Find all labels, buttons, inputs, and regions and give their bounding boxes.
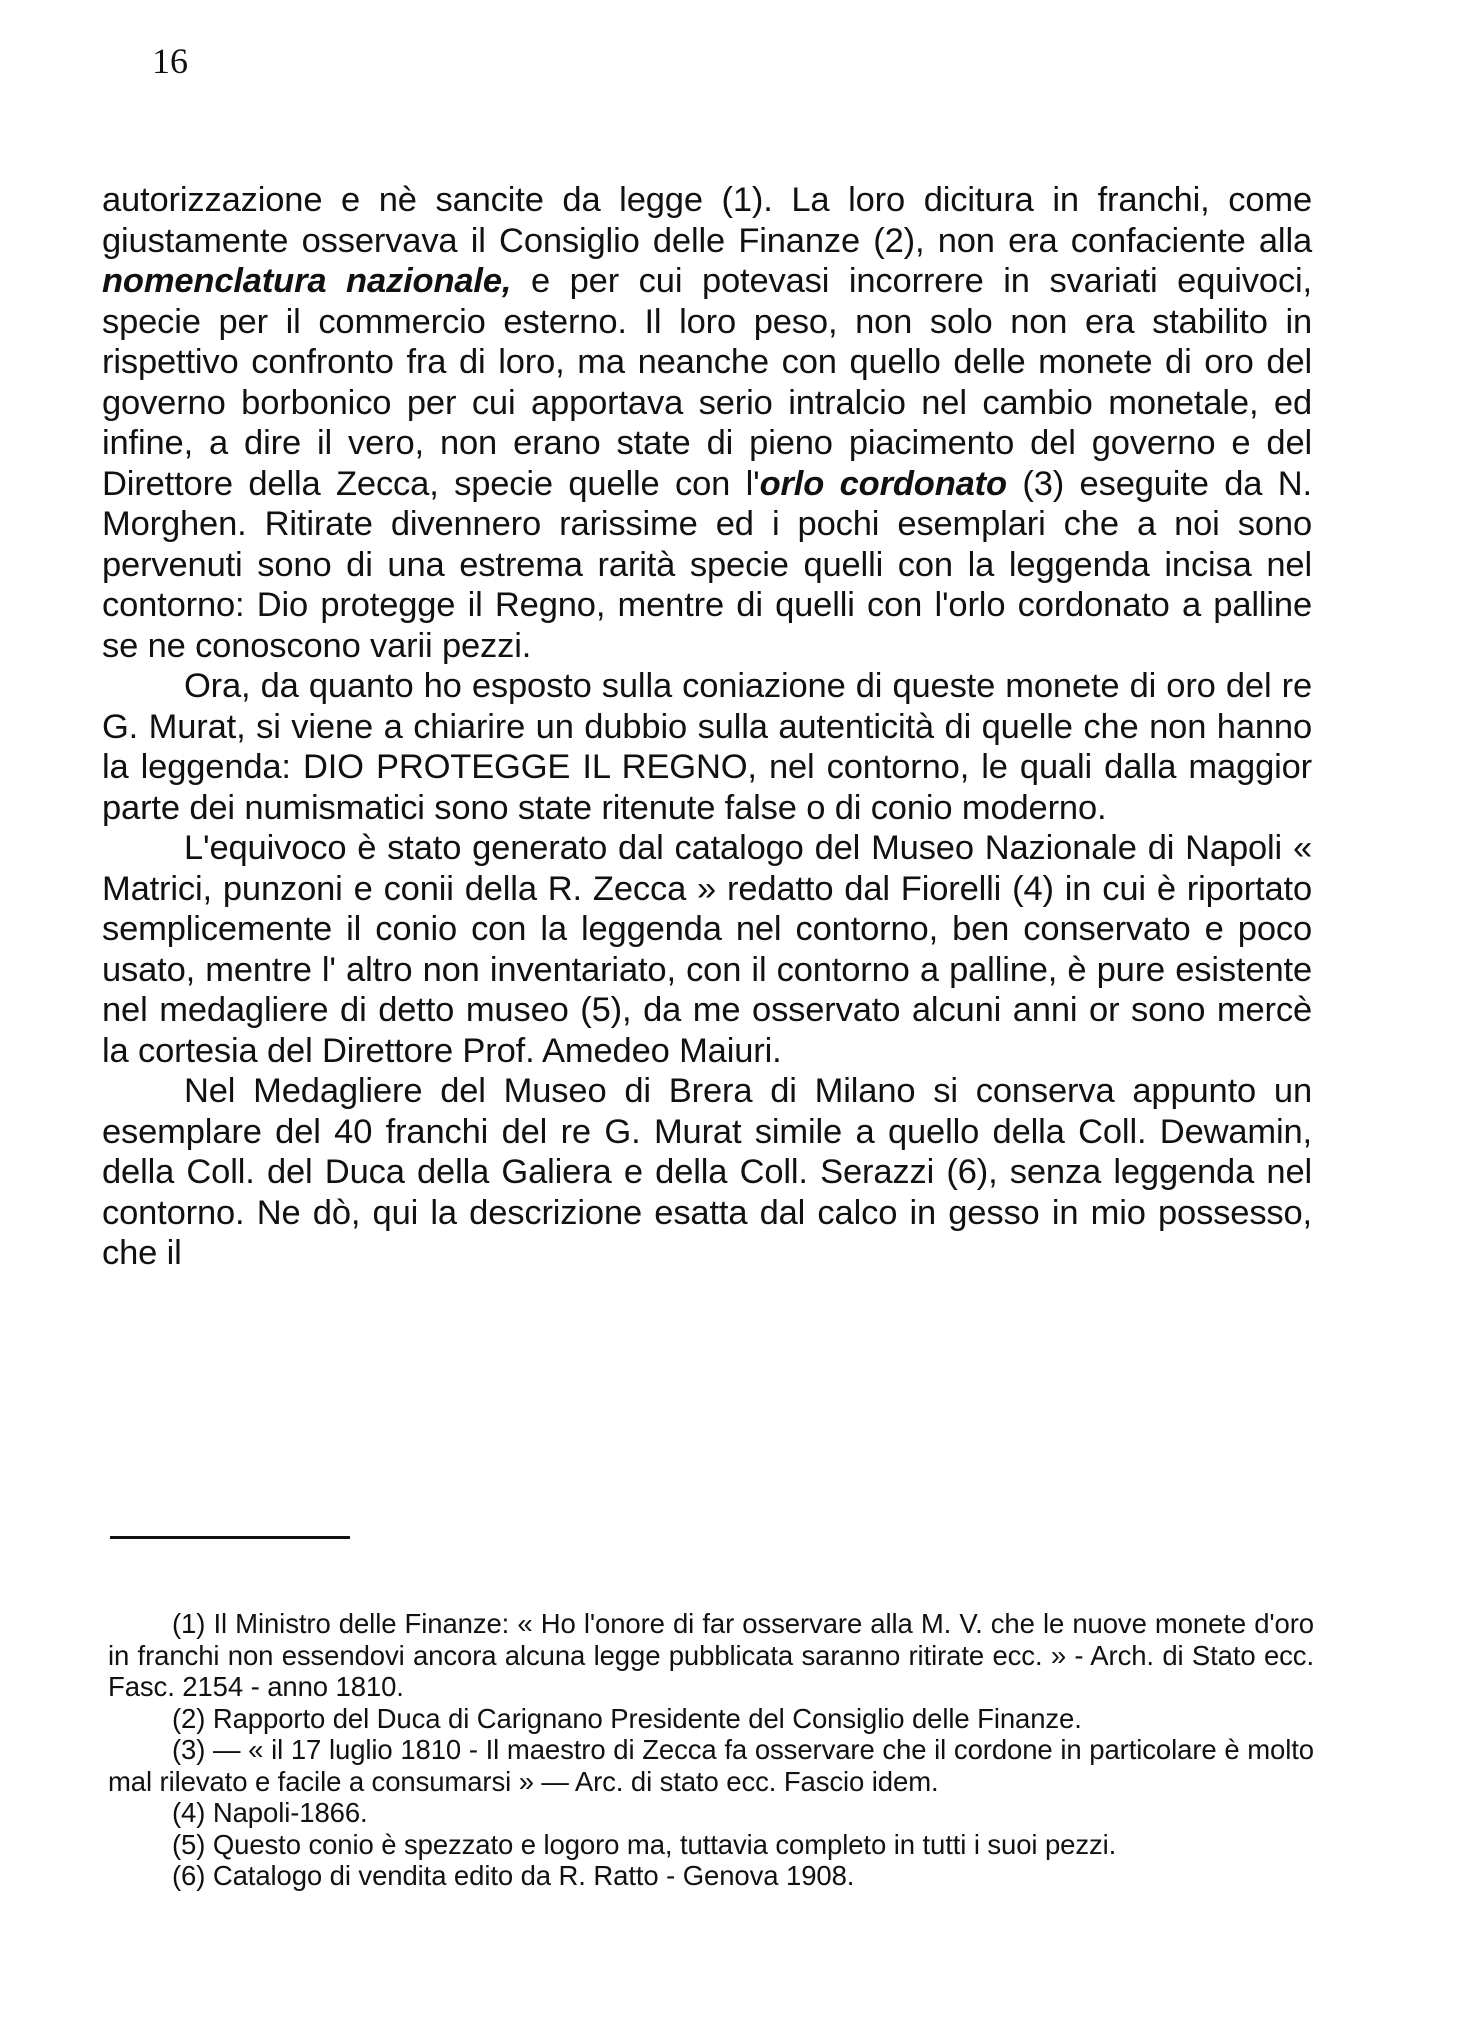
paragraph-1 bbox=[102, 180, 1312, 666]
paragraph-1-part-c: (3) eseguite da N. Morghen. Ritirate divennero rarissime ed i pochi esemplari che a noi sono pervenuti sono di una estrema rarità specie quelli con la leggenda incisa nel contorno: Dio protegge il Regno, mentre di quelli con l'orlo cordonato a palline se ne conoscono varii pezzi. bbox=[102, 464, 1312, 665]
page-number: 16 bbox=[152, 41, 188, 81]
paragraph-4: Nel Medagliere del Museo di Brera di Milano si conserva appunto un esemplare del 40 franchi del re G. Murat simile a quello della Coll. Dewamin, della Coll. del Duca della Galiera e della Coll. Serazzi (6), senza leggenda nel contorno. Ne dò, qui la descrizione esatta dal calco in gesso in mio possesso, che il bbox=[102, 1072, 1312, 1272]
footnote-separator bbox=[110, 1536, 350, 1539]
footnote-1: (1) Il Ministro delle Finanze: « Ho l'onore di far osservare alla M. V. che le nuove monete d'oro in franchi non essendovi ancora alcuna legge pubblicata saranno ritirate ecc. » - Arch. di Stato ecc. Fasc. 2154 - anno 1810. bbox=[108, 1608, 1314, 1702]
footnote-5: (5) Questo conio è spezzato e logoro ma, tuttavia completo in tutti i suoi pezzi. bbox=[172, 1828, 1117, 1860]
main-text bbox=[102, 180, 1312, 1274]
italic-nomenclatura-nazionale: nomenclatura nazionale, bbox=[102, 262, 512, 300]
italic-orlo-cordonato: orlo cordonato bbox=[759, 464, 1007, 503]
paragraph-2: Ora, da quanto ho esposto sulla coniazione di queste monete di oro del re G. Murat, si viene a chiarire un dubbio sulla autenticità di quelle che non hanno la leggenda: DIO PROTEGGE IL REGNO, nel contorno, le quali dalla maggior parte dei numismatici sono state ritenute false o di conio moderno. bbox=[102, 667, 1312, 827]
footnote-3: (3) — « il 17 luglio 1810 - Il maestro di Zecca fa osservare che il cordone in particolare è molto mal rilevato e facile a consumarsi » — Arc. di stato ecc. Fascio idem. bbox=[108, 1734, 1314, 1797]
footnotes bbox=[108, 1608, 1314, 1892]
footnote-6: (6) Catalogo di vendita edito da R. Ratto - Genova 1908. bbox=[172, 1860, 855, 1891]
paragraph-1-part-a: autorizzazione e nè sancite da legge (1). La loro dicitura in franchi, come giustamente osservava il Consiglio delle Finanze (2), non era confaciente alla bbox=[102, 181, 1312, 260]
footnote-4: (4) Napoli-1866. bbox=[172, 1797, 368, 1828]
paragraph-3: L'equivoco è stato generato dal catalogo del Museo Nazionale di Napoli « Matrici, punzoni e conii della R. Zecca » redatto dal Fiorelli (4) in cui è riportato semplicemente il conio con la leggenda nel contorno, ben conservato e poco usato, mentre l' altro non inventariato, con il contorno a palline, è pure esistente nel medagliere di detto museo (5), da me osservato alcuni anni or sono mercè la cortesia del Direttore Prof. Amedeo Maiuri. bbox=[102, 829, 1312, 1070]
paragraph-1-part-b: e per cui potevasi incorrere in svariati equivoci, specie per il commercio esterno. Il loro peso, non solo non era stabilito in rispettivo confronto fra di loro, ma neanche con quello delle monete di oro del governo borbonico per cui apportava serio intralcio nel cambio monetale, ed infine, a dire il vero, non erano state di pieno piacimento del governo e del Direttore della Zecca, specie quelle con l' bbox=[102, 262, 1312, 503]
footnote-2: (2) Rapporto del Duca di Carignano Presidente del Consiglio delle Finanze. bbox=[172, 1702, 1082, 1734]
